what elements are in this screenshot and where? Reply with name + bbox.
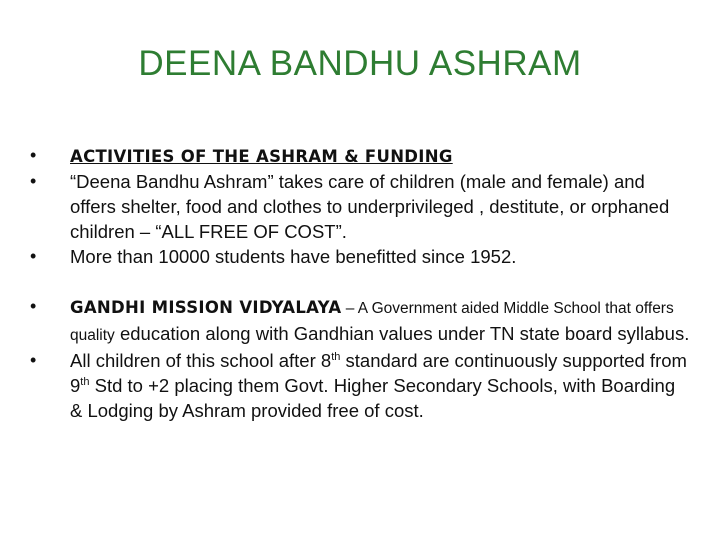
heading-dash: – [341, 300, 358, 317]
bullet-students-count [30, 244, 690, 269]
bullet-text: More than 10000 students have benefitted since 1952. [70, 246, 517, 267]
vidyalaya-desc: education along with Gandhian values under TN state board syllabus. [114, 323, 690, 344]
bullet-dot-icon: • [30, 246, 37, 266]
bullet-dot-icon: • [30, 145, 37, 165]
vidyalaya-desc-small: A Government aided Middle School that offers quality [70, 300, 674, 344]
section-heading-activities: ACTIVITIES OF THE ASHRAM & FUNDING [70, 147, 453, 166]
slide-title: DEENA BANDHU ASHRAM [138, 44, 582, 83]
bullet-vidyalaya [30, 294, 690, 348]
spacer [30, 269, 690, 294]
bullet-dot-icon: • [30, 171, 37, 191]
superscript-th: th [331, 350, 341, 363]
bullet-ashram-care [30, 169, 690, 244]
bullet-list [30, 143, 690, 423]
bullet-children-support [30, 348, 690, 423]
bullet-dot-icon: • [30, 350, 37, 370]
bullet-text: “Deena Bandhu Ashram” takes care of children (male and female) and offers shelter, food and clothes to underprivileged , destitute, or orphaned children – “ALL FREE OF COST”. [70, 171, 670, 242]
support-text-2: standard are continuously supported from 9 [70, 350, 687, 396]
support-text-3: Std to +2 placing them Govt. Higher Secondary Schools, with Boarding & Lodging by Ashram provided free of cost. [70, 375, 676, 421]
bullet-dot-icon: • [30, 296, 37, 316]
superscript-th: th [80, 375, 90, 388]
section-heading-vidyalaya: GANDHI MISSION VIDYALAYA [70, 298, 342, 317]
bullet-activities-heading [30, 143, 690, 169]
support-text-1: All children of this school after 8 [70, 350, 332, 371]
